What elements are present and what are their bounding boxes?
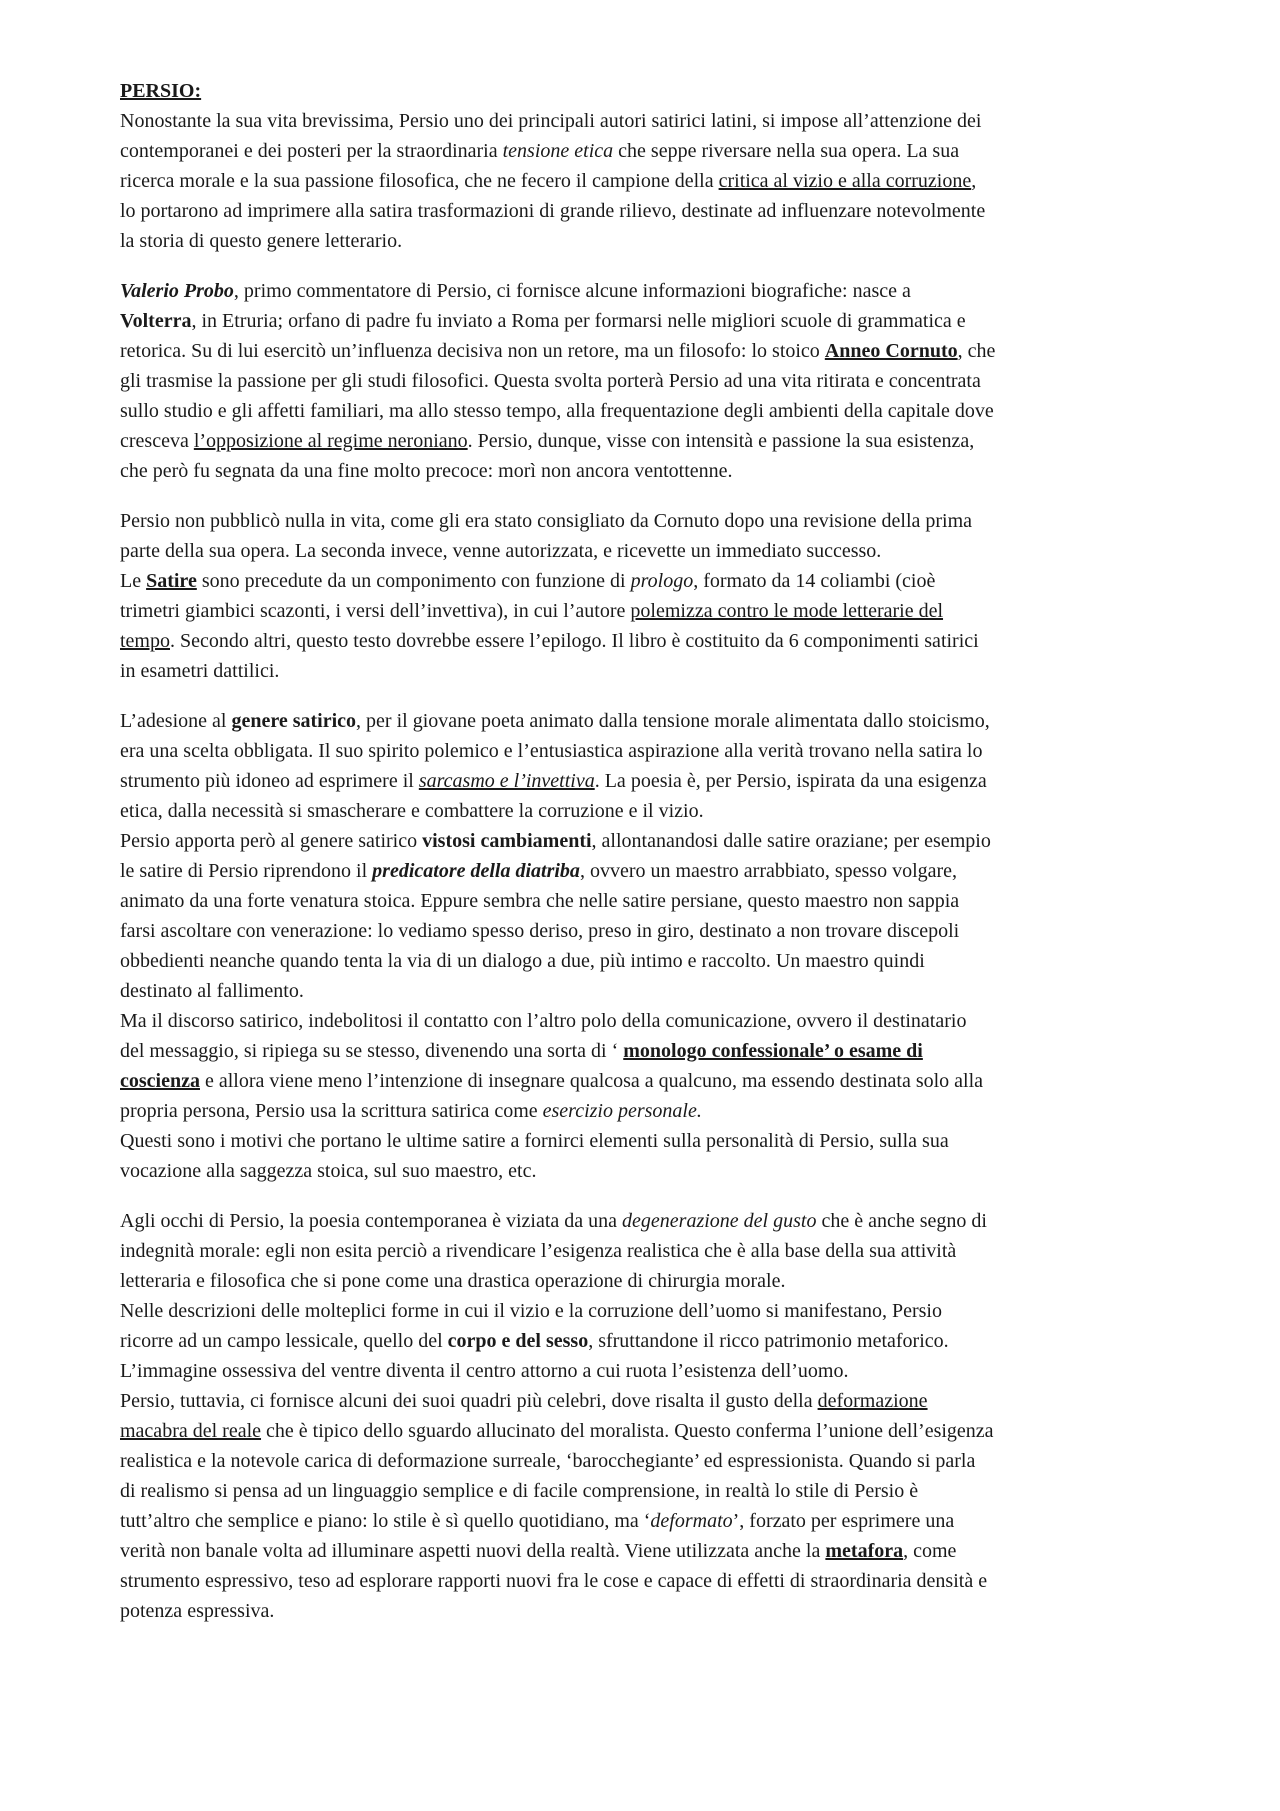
text-line	[120, 1266, 1160, 1296]
text-span: Ma il discorso satirico, indebolitosi il contatto con l’altro polo della comunicazione, ovvero il destinatario	[120, 1010, 967, 1032]
text-span: , primo commentatore di Persio, ci fornisce alcune informazioni biografiche: nasce a	[233, 280, 911, 302]
emphasized-text: macabra del reale	[120, 1420, 262, 1442]
text-span: , sfruttandone il ricco patrimonio metaforico.	[588, 1330, 949, 1352]
text-span: di realismo si pensa ad un linguaggio semplice e di facile comprensione, in realtà lo stile di Persio è	[120, 1480, 919, 1502]
document-body	[120, 106, 1160, 1626]
text-span: Questi sono i motivi che portano le ultime satire a fornirci elementi sulla personalità di Persio, sulla sua	[120, 1130, 949, 1152]
text-line	[120, 946, 1160, 976]
text-span: , in Etruria; orfano di padre fu inviato a Roma per formarsi nelle migliori scuole di grammatica e	[191, 310, 966, 332]
text-line	[120, 366, 1160, 396]
text-span: strumento espressivo, teso ad esplorare rapporti nuovi fra le cose e capace di effetti di straordinaria densità e	[120, 1570, 988, 1592]
text-line	[120, 916, 1160, 946]
text-span: Agli occhi di Persio, la poesia contemporanea è viziata da una	[120, 1210, 623, 1232]
text-line	[120, 1296, 1160, 1326]
text-span: Le	[120, 570, 147, 592]
text-line	[120, 536, 1160, 566]
emphasized-text: metafora	[825, 1540, 904, 1562]
text-span: . Secondo altri, questo testo dovrebbe essere l’epilogo. Il libro è costituito da 6 componimenti satirici	[170, 630, 979, 652]
text-span: cresceva	[120, 430, 194, 452]
text-span: , per il giovane poeta animato dalla tensione morale alimentata dallo stoicismo,	[356, 710, 990, 732]
text-span: , che	[957, 340, 996, 362]
text-line	[120, 1506, 1160, 1536]
text-line	[120, 976, 1160, 1006]
text-line	[120, 826, 1160, 856]
text-span: indegnità morale: egli non esita perciò a rivendicare l’esigenza realistica che è alla base della sua attività	[120, 1240, 957, 1262]
text-line	[120, 196, 1160, 226]
emphasized-text: Anneo Cornuto	[824, 340, 958, 362]
text-line	[120, 1236, 1160, 1266]
text-span: realistica e la notevole carica di deformazione surreale, ‘barocchegiante’ ed espressionista. Quando si parla	[120, 1450, 976, 1472]
text-span: animato da una forte venatura stoica. Eppure sembra che nelle satire persiane, questo maestro non sappia	[120, 890, 960, 912]
text-span: ricorre ad un campo lessicale, quello del	[120, 1330, 448, 1352]
text-line	[120, 796, 1160, 826]
text-span: in esametri dattilici.	[120, 660, 280, 682]
emphasized-text: vistosi cambiamenti	[422, 830, 592, 852]
emphasized-text: tensione etica	[502, 140, 614, 162]
emphasized-text: predicatore della diatriba	[372, 860, 580, 882]
text-span: contemporanei e dei posteri per la straordinaria	[120, 140, 503, 162]
emphasized-text: critica al vizio e alla corruzione	[718, 170, 972, 192]
text-line	[120, 596, 1160, 626]
text-line	[120, 226, 1160, 256]
text-span: trimetri giambici scazonti, i versi dell’invettiva), in cui l’autore	[120, 600, 631, 622]
text-span: sono precedute da un componimento con funzione di	[196, 570, 631, 592]
paragraph	[120, 106, 1160, 256]
text-span: . Persio, dunque, visse con intensità e passione la sua esistenza,	[467, 430, 975, 452]
text-span: Nonostante la sua vita brevissima, Persio uno dei principali autori satirici latini, si impose all’attenzione dei	[120, 110, 982, 132]
text-line	[120, 1066, 1160, 1096]
text-line	[120, 106, 1160, 136]
text-span: Persio, tuttavia, ci fornisce alcuni dei suoi quadri più celebri, dove risalta il gusto della	[120, 1390, 818, 1412]
text-line	[120, 396, 1160, 426]
emphasized-text: l’opposizione al regime neroniano	[193, 430, 468, 452]
text-span: letteraria e filosofica che si pone come una drastica operazione di chirurgia morale.	[120, 1270, 786, 1292]
emphasized-text: tempo	[120, 630, 170, 652]
emphasized-text: monologo confessionale’ o esame di	[623, 1040, 923, 1062]
text-span: L’immagine ossessiva del ventre diventa il centro attorno a cui ruota l’esistenza dell’uomo.	[120, 1360, 849, 1382]
paragraph	[120, 1206, 1160, 1626]
emphasized-text: deformato	[650, 1510, 733, 1532]
text-span: , formato da 14 coliambi (cioè	[693, 570, 936, 592]
text-span: ’, forzato per esprimere una	[732, 1510, 955, 1532]
emphasized-text: Satire	[146, 570, 197, 592]
text-span: vocazione alla saggezza stoica, sul suo maestro, etc.	[120, 1160, 537, 1182]
text-span: farsi ascoltare con venerazione: lo vediamo spesso deriso, preso in giro, destinato a non trovare discepoli	[120, 920, 960, 942]
text-line	[120, 656, 1160, 686]
text-span: Persio apporta però al genere satirico	[120, 830, 423, 852]
text-line	[120, 1096, 1160, 1126]
emphasized-text: Volterra	[120, 310, 192, 332]
text-span: , ovvero un maestro arrabbiato, spesso volgare,	[579, 860, 958, 882]
paragraph	[120, 506, 1160, 686]
text-span: strumento più idoneo ad esprimere il	[120, 770, 419, 792]
text-line	[120, 886, 1160, 916]
text-span: Nelle descrizioni delle molteplici forme in cui il vizio e la corruzione dell’uomo si manifestano, Persio	[120, 1300, 942, 1322]
text-line	[120, 566, 1160, 596]
text-line	[120, 306, 1160, 336]
emphasized-text: prologo	[630, 570, 694, 592]
text-line	[120, 1476, 1160, 1506]
text-line	[120, 766, 1160, 796]
emphasized-text: polemizza contro le mode letterarie del	[630, 600, 944, 622]
text-span: destinato al fallimento.	[120, 980, 304, 1002]
text-line	[120, 706, 1160, 736]
text-span: verità non banale volta ad illuminare aspetti nuovi della realtà. Viene utilizzata anche la	[120, 1540, 826, 1562]
emphasized-text: corpo e del sesso	[447, 1330, 589, 1352]
text-line	[120, 276, 1160, 306]
text-line	[120, 856, 1160, 886]
text-span: retorica. Su di lui esercitò un’influenza decisiva non un retore, ma un filosofo: lo stoico	[120, 340, 825, 362]
text-span: . La poesia è, per Persio, ispirata da una esigenza	[594, 770, 987, 792]
text-line	[120, 506, 1160, 536]
text-span: che seppe riversare nella sua opera. La sua	[613, 140, 960, 162]
text-line	[120, 626, 1160, 656]
text-span: sullo studio e gli affetti familiari, ma allo stesso tempo, alla frequentazione degli ambienti della capitale dove	[120, 400, 994, 422]
text-line	[120, 1326, 1160, 1356]
text-span: Persio non pubblicò nulla in vita, come gli era stato consigliato da Cornuto dopo una revisione della prima	[120, 510, 973, 532]
text-span: che è anche segno di	[816, 1210, 987, 1232]
text-span: potenza espressiva.	[120, 1600, 275, 1622]
emphasized-text: coscienza	[120, 1070, 200, 1092]
paragraph	[120, 276, 1160, 486]
document-title: PERSIO:	[120, 80, 202, 102]
text-span: L’adesione al	[120, 710, 232, 732]
text-span: la storia di questo genere letterario.	[120, 230, 403, 252]
text-span: tutt’altro che semplice e piano: lo stile è sì quello quotidiano, ma ‘	[120, 1510, 651, 1532]
text-line	[120, 136, 1160, 166]
text-line	[120, 1356, 1160, 1386]
text-span: parte della sua opera. La seconda invece, venne autorizzata, e ricevette un immediato successo.	[120, 540, 882, 562]
emphasized-text: esercizio personale.	[542, 1100, 702, 1122]
text-span: ricerca morale e la sua passione filosofica, che ne fecero il campione della	[120, 170, 719, 192]
text-line	[120, 736, 1160, 766]
text-line	[120, 1536, 1160, 1566]
text-line	[120, 336, 1160, 366]
text-line	[120, 1446, 1160, 1476]
paragraph	[120, 706, 1160, 1186]
text-line	[120, 1596, 1160, 1626]
text-span: che è tipico dello sguardo allucinato del moralista. Questo conferma l’unione dell’esigenza	[261, 1420, 994, 1442]
text-span: obbedienti neanche quando tenta la via di un dialogo a due, più intimo e raccolto. Un maestro quindi	[120, 950, 925, 972]
emphasized-text: deformazione	[817, 1390, 928, 1412]
emphasized-text: degenerazione del gusto	[622, 1210, 817, 1232]
text-line	[120, 1206, 1160, 1236]
text-span: le satire di Persio riprendono il	[120, 860, 373, 882]
text-line	[120, 1126, 1160, 1156]
text-line	[120, 1036, 1160, 1066]
text-line	[120, 426, 1160, 456]
emphasized-text: sarcasmo e l’invettiva	[418, 770, 595, 792]
text-line	[120, 1386, 1160, 1416]
text-span: , come	[903, 1540, 957, 1562]
text-line	[120, 1566, 1160, 1596]
text-span: ,	[971, 170, 977, 192]
text-span: etica, dalla necessità si smascherare e combattere la corruzione e il vizio.	[120, 800, 704, 822]
text-line	[120, 1416, 1160, 1446]
text-span: era una scelta obbligata. Il suo spirito polemico e l’entusiastica aspirazione alla verità trovano nella satira lo	[120, 740, 983, 762]
text-span: propria persona, Persio usa la scrittura satirica come	[120, 1100, 543, 1122]
text-span: del messaggio, si ripiega su se stesso, divenendo una sorta di ‘	[120, 1040, 624, 1062]
text-span: , allontanandosi dalle satire oraziane; per esempio	[591, 830, 991, 852]
text-span: e allora viene meno l’intenzione di insegnare qualcosa a qualcuno, ma essendo destinata solo alla	[199, 1070, 984, 1092]
emphasized-text: Valerio Probo	[120, 280, 234, 302]
text-span: che però fu segnata da una fine molto precoce: morì non ancora ventottenne.	[120, 460, 733, 482]
emphasized-text: genere satirico	[231, 710, 357, 732]
text-line	[120, 1156, 1160, 1186]
text-line	[120, 456, 1160, 486]
text-span: gli trasmise la passione per gli studi filosofici. Questa svolta porterà Persio ad una vita ritirata e concentrata	[120, 370, 981, 392]
text-line	[120, 166, 1160, 196]
text-span: lo portarono ad imprimere alla satira trasformazioni di grande rilievo, destinate ad influenzare notevolmente	[120, 200, 986, 222]
text-line	[120, 1006, 1160, 1036]
